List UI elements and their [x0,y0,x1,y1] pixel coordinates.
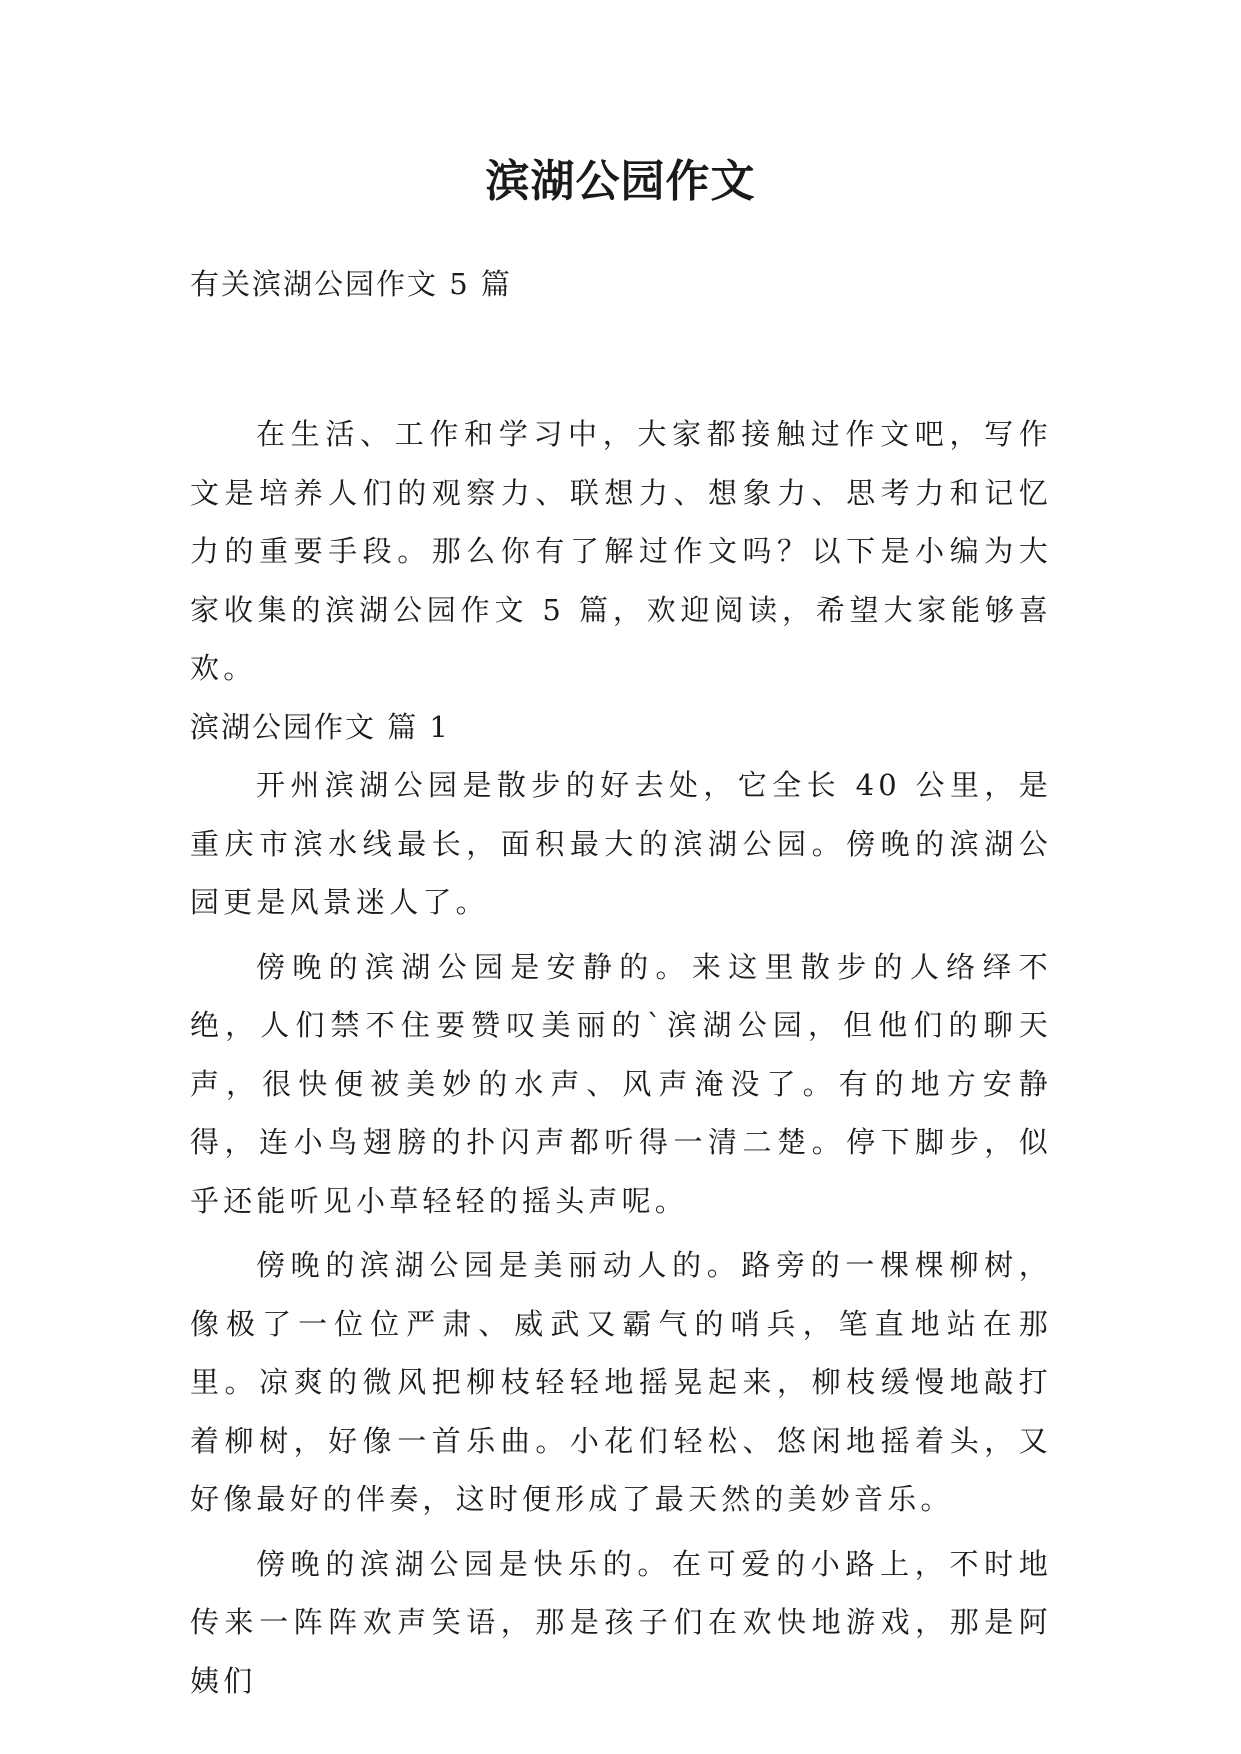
section-heading: 滨湖公园作文 篇 1 [190,709,450,744]
document-body [190,405,1052,1710]
body-paragraph: 开州滨湖公园是散步的好去处，它全长 40 公里，是重庆市滨水线最长，面积最大的滨湖公园。傍晚的滨湖公园更是风景迷人了。 [190,768,1052,919]
document-title: 滨湖公园作文 [485,156,756,207]
body-paragraph: 傍晚的滨湖公园是快乐的。在可爱的小路上，不时地传来一阵阵欢声笑语，那是孩子们在欢快地游戏，那是阿姨们 [190,1546,1052,1698]
document-subtitle: 有关滨湖公园作文 5 篇 [190,267,512,301]
intro-paragraph: 在生活、工作和学习中，大家都接触过作文吧，写作文是培养人们的观察力、联想力、想象力、思考力和记忆力的重要手段。那么你有了解过作文吗？以下是小编为大家收集的滨湖公园作文 5 篇，欢迎阅读，希望大家能够喜欢。 [190,417,1052,685]
body-paragraph: 傍晚的滨湖公园是美丽动人的。路旁的一棵棵柳树，像极了一位位严肃、威武又霸气的哨兵，笔直地站在那里。凉爽的微风把柳枝轻轻地摇晃起来，柳枝缓慢地敲打着柳树，好像一首乐曲。小花们轻松、悠闲地摇着头，又好像最好的伴奏，这时便形成了最天然的美妙音乐。 [190,1248,1052,1516]
body-paragraph: 傍晚的滨湖公园是安静的。来这里散步的人络绎不绝，人们禁不住要赞叹美丽的`滨湖公园，但他们的聊天声，很快便被美妙的水声、风声淹没了。有的地方安静得，连小鸟翅膀的扑闪声都听得一清二楚。停下脚步，似乎还能听见小草轻轻的摇头声呢。 [190,949,1052,1218]
